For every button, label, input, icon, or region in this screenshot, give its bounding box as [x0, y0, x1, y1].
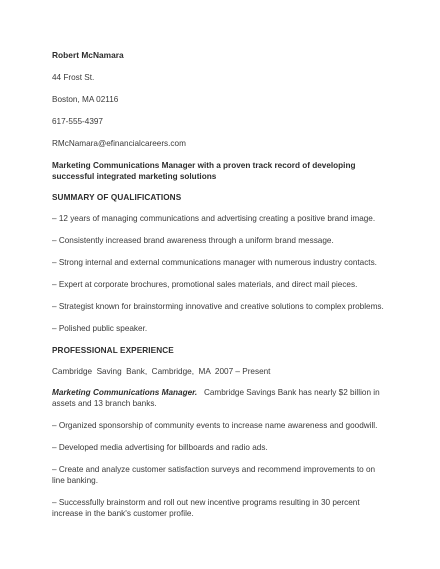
role-description: Cambridge Savings Bank has nearly $2 billion in assets and 13 branch banks. [52, 388, 382, 408]
experience-item: – Organized sponsorship of community events to increase name awareness and goodwill. [52, 421, 378, 430]
qualification-item: – 12 years of managing communications and advertising creating a positive brand image. [52, 214, 376, 223]
city-line: Boston, MA 02116 [52, 95, 119, 104]
address-line: 44 Frost St. [52, 73, 95, 82]
qualification-item: – Strategist known for brainstorming innovative and creative solutions to complex problems. [52, 302, 384, 311]
email-line: RMcNamara@efinancialcareers.com [52, 139, 186, 148]
qualification-item: – Consistently increased brand awareness through a uniform brand message. [52, 236, 334, 245]
professional-headline: Marketing Communications Manager with a proven track record of developing successful integrated marketing solutions [52, 161, 356, 181]
experience-item: – Create and analyze customer satisfaction surveys and recommend improvements to on line banking. [52, 465, 376, 485]
qualification-item: – Polished public speaker. [52, 324, 148, 333]
role-paragraph [52, 387, 382, 409]
experience-item: – Developed media advertising for billboards and radio ads. [52, 443, 268, 452]
experience-heading: PROFESSIONAL EXPERIENCE [52, 346, 174, 355]
phone-line: 617-555-4397 [52, 117, 103, 126]
candidate-name: Robert McNamara [52, 50, 124, 60]
experience-item: – Successfully brainstorm and roll out new incentive programs resulting in 30 percent increase in the bank's customer profile. [52, 498, 360, 518]
qualification-item: – Expert at corporate brochures, promotional sales materials, and direct mail pieces. [52, 280, 358, 289]
employer-line: Cambridge Saving Bank, Cambridge, MA 2007 – Present [52, 367, 271, 376]
role-title: Marketing Communications Manager. [52, 388, 198, 397]
resume-document [52, 50, 392, 530]
qualifications-heading: SUMMARY OF QUALIFICATIONS [52, 193, 182, 202]
qualification-item: – Strong internal and external communications manager with numerous industry contacts. [52, 258, 377, 267]
